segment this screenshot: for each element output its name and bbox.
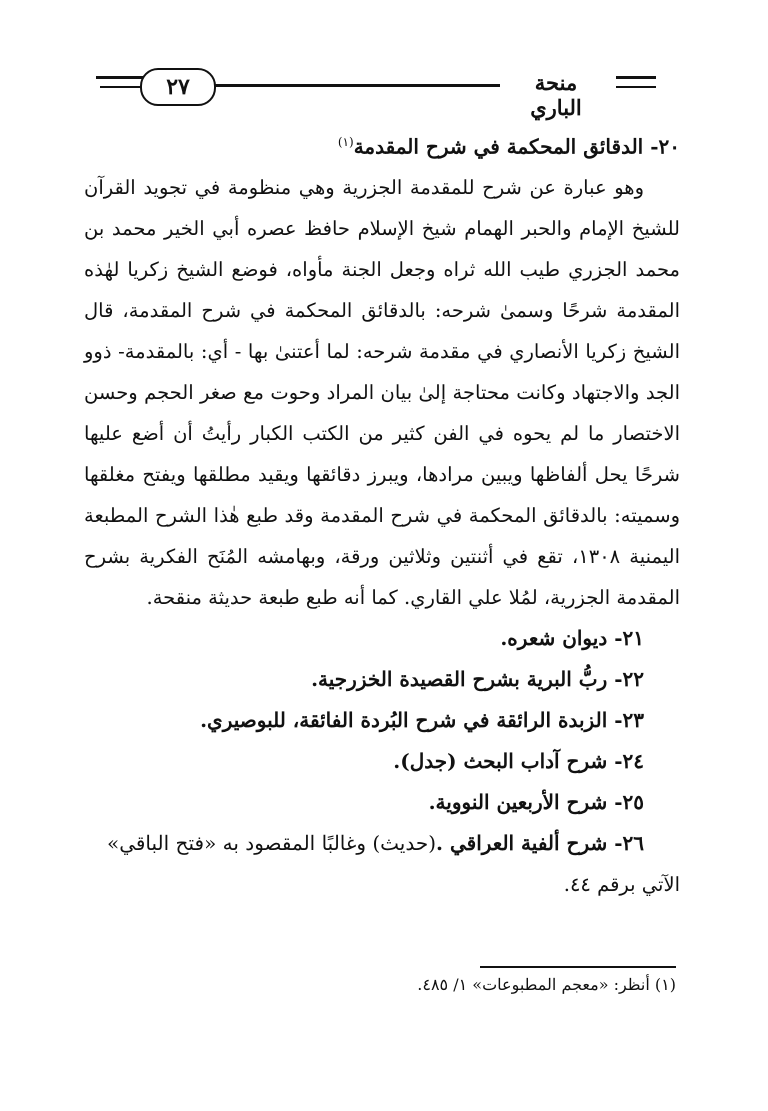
header-rule-left-inner — [100, 86, 144, 88]
item-title: ٢٥- شرح الأربعين النووية. — [428, 789, 644, 814]
running-title: منحة الباري — [530, 70, 582, 120]
list-item — [84, 823, 680, 864]
item-note: (حديث) وغالبًا المقصود به «فتح الباقي» — [106, 830, 437, 855]
list-item — [84, 618, 680, 659]
header-rule-middle — [214, 84, 500, 87]
footnote-separator — [480, 966, 676, 968]
entry-20-title: ٢٠- الدقائق المحكمة في شرح المقدمة — [353, 134, 680, 159]
item-title: ٢٦- شرح ألفية العراقي . — [436, 830, 644, 855]
page-number — [140, 68, 216, 106]
header-rule-right-inner — [616, 86, 656, 88]
list-item — [84, 782, 680, 823]
list-item — [84, 659, 680, 700]
entry-20-paragraph: وهو عبارة عن شرح للمقدمة الجزرية وهي منظومة في تجويد القرآن للشيخ الإمام والحبر الهمام شيخ الإسلام حافظ عصره أبي الخير محمد بن محمد الجزري طيب الله ثراه وجعل الجنة مأواه، فوضع الشيخ زكريا لهٰذه المقدمة شرحًا وسمىٰ شرحه: بالدقائق المحكمة في شرح المقدمة، قال الشيخ زكريا الأنصاري في مقدمة شرحه: لما أعتنىٰ بها - أي: بالمقدمة- ذوو الجد والاجتهاد وكانت محتاجة إلىٰ بيان المراد وحوت مع صغر الحجم وحسن الاختصار ما لم يحوه في الفن كثير من الكتب الكبار رأيتُ أن أضع عليها شرحًا يحل ألفاظها ويبين مرادها، ويبرز دقائقها ويقيد مطلقها ويفتح مغلقها وسميته: بالدقائق المحكمة في شرح المقدمة وقد طبع هٰذا الشرح المطبعة اليمنية ١٣٠٨، تقع في أثنتين وثلاثين ورقة، وبهامشه المُنَح الفكرية بشرح المقدمة الجزرية، لمُلا علي القاري. كما أنه طبع طبعة حديثة منقحة. — [84, 175, 680, 609]
page-number-text: ٢٧ — [166, 74, 190, 100]
item-26-continuation: الآتي برقم ٤٤. — [563, 872, 680, 896]
item-title: ٢٣- الزبدة الرائقة في شرح البُردة الفائقة، للبوصيري. — [200, 707, 644, 732]
footnote-reference: (١) — [337, 135, 354, 149]
item-title: ٢٤- شرح آداب البحث (جدل). — [393, 748, 644, 773]
page-header — [96, 62, 656, 120]
header-rule-right-outer — [616, 76, 656, 79]
item-title: ٢١- ديوان شعره. — [500, 625, 644, 650]
entry-20-heading — [84, 122, 680, 167]
header-rule-left-outer — [96, 76, 144, 79]
list-item — [84, 700, 680, 741]
main-text — [84, 122, 680, 905]
footnote: (١) أنظر: «معجم المطبوعات» ١/ ٤٨٥. — [417, 975, 676, 994]
list-item — [84, 741, 680, 782]
item-title: ٢٢- ربُّ البرية بشرح القصيدة الخزرجية. — [311, 666, 644, 691]
